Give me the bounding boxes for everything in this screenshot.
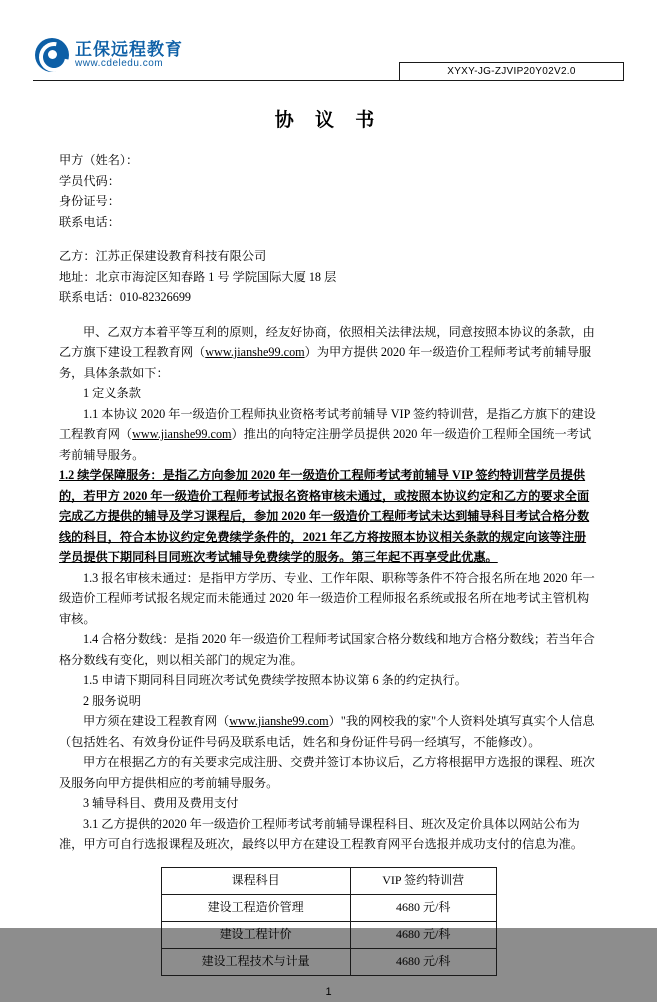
table-cell-subject: 建设工程造价管理: [161, 894, 350, 921]
table-row: [161, 894, 496, 921]
preamble-text-b: ）为甲方提供 2020 年一级造价工程师考试考前辅导服务，具体条款如下：: [59, 345, 591, 380]
page-title: 协 议 书: [33, 105, 624, 132]
section-2-paragraph-1: [59, 711, 598, 752]
logo-icon: [35, 38, 69, 72]
table-row: [161, 921, 496, 948]
clause-1-1-link[interactable]: www.jianshe99.com: [132, 427, 231, 441]
document-code: XYXY-JG-ZJVIP20Y02V2.0: [399, 62, 624, 81]
preamble-paragraph: [59, 322, 598, 384]
table-cell-price: 4680 元/科: [350, 894, 496, 921]
clause-1-2: 1.2 续学保障服务：是指乙方向参加 2020 年一级造价工程师考试考前辅导 VIP 签约特训营学员提供的，若甲方 2020 年一级造价工程师考试报名资格审核未通过，或按照本协议约定和乙方的要求全面完成乙方提供的辅导及学习课程后，参加 2020 年一级造价工程师考试未达到辅导科目考试合格分数线的科目，符合本协议约定免费续学条件的，2021 年乙方将按照本协议相关条款的规定向该等注册学员提供下期同科目同班次考试辅导免费续学的服务。第三年起不再享受此优惠。: [59, 465, 598, 568]
table-cell-price: 4680 元/科: [350, 948, 496, 975]
party-b-phone: 联系电话：010-82326699: [59, 287, 598, 308]
preamble-text-a: 甲、乙双方本着平等互利的原则，经友好协商，依照相关法律法规，同意按照本协议的条款，由乙方旗下建设工程教育网（: [59, 325, 595, 360]
party-a-block: [59, 150, 598, 232]
brand-logo: [35, 38, 183, 72]
section-1-heading: 1 定义条款: [59, 383, 598, 404]
party-a-phone-label: 联系电话：: [59, 212, 598, 233]
party-a-id-label: 身份证号：: [59, 191, 598, 212]
logo-website: www.cdeledu.com: [75, 59, 183, 70]
table-header-subject: 课程科目: [161, 867, 350, 894]
party-b-block: [59, 246, 598, 308]
section-2-heading: 2 服务说明: [59, 691, 598, 712]
logo-company-name: 正保远程教育: [75, 41, 183, 59]
fee-table-wrapper: [59, 867, 598, 976]
page-number: 1: [59, 982, 598, 1002]
table-row: [161, 948, 496, 975]
document-body: [33, 150, 624, 1002]
logo-text: [75, 41, 183, 69]
clause-1-5: 1.5 申请下期同科目同班次考试免费续学按照本协议第 6 条的约定执行。: [59, 670, 598, 691]
section-2-link[interactable]: www.jianshe99.com: [229, 714, 328, 728]
table-header-price: VIP 签约特训营: [350, 867, 496, 894]
party-a-student-code-label: 学员代码：: [59, 171, 598, 192]
party-a-name-label: 甲方（姓名）：: [59, 150, 598, 171]
table-header-row: [161, 867, 496, 894]
table-cell-subject: 建设工程技术与计量: [161, 948, 350, 975]
clause-3-1: 3.1 乙方提供的2020 年一级造价工程师考试考前辅导课程科目、班次及定价具体以网站公布为准，甲方可自行选报课程及班次，最终以甲方在建设工程教育网平台选报并成功支付的信息为准。: [59, 814, 598, 855]
document-header: [33, 34, 624, 81]
clause-1-1-text-a: 1.1 本协议 2020 年一级造价工程师执业资格考试考前辅导 VIP 签约特训营，是指乙方旗下的建设工程教育网（: [59, 407, 596, 442]
section-2-text-a: 甲方须在建设工程教育网（: [83, 714, 229, 728]
party-b-name: 乙方：江苏正保建设教育科技有限公司: [59, 246, 598, 267]
table-cell-price: 4680 元/科: [350, 921, 496, 948]
document-sheet: [33, 34, 624, 870]
clause-1-1: [59, 404, 598, 466]
section-3-heading: 3 辅导科目、费用及费用支付: [59, 793, 598, 814]
section-2-paragraph-2: 甲方在根据乙方的有关要求完成注册、交费并签订本协议后，乙方将根据甲方选报的课程、班次及服务向甲方提供相应的考前辅导服务。: [59, 752, 598, 793]
party-b-address: 地址：北京市海淀区知春路 1 号 学院国际大厦 18 层: [59, 267, 598, 288]
clause-1-3: 1.3 报名审核未通过：是指甲方学历、专业、工作年限、职称等条件不符合报名所在地 2020 年一级造价工程师考试报名规定而未能通过 2020 年一级造价工程师报名系统或报名所在地考试主管机构审核。: [59, 568, 598, 630]
clause-1-4: 1.4 合格分数线：是指 2020 年一级造价工程师考试国家合格分数线和地方合格分数线；若当年合格分数线有变化，则以相关部门的规定为准。: [59, 629, 598, 670]
section-2-text-b: ）"我的网校我的家"个人资料处填写真实个人信息（包括姓名、有效身份证件号码及联系电话，姓名和身份证件号码一经填写，不能修改）。: [59, 714, 595, 749]
clause-1-1-text-b: ）推出的向特定注册学员提供 2020 年一级造价工程师全国统一考试考前辅导服务。: [59, 427, 591, 462]
preamble-link[interactable]: www.jianshe99.com: [205, 345, 304, 359]
table-cell-subject: 建设工程计价: [161, 921, 350, 948]
fee-table: [161, 867, 497, 976]
